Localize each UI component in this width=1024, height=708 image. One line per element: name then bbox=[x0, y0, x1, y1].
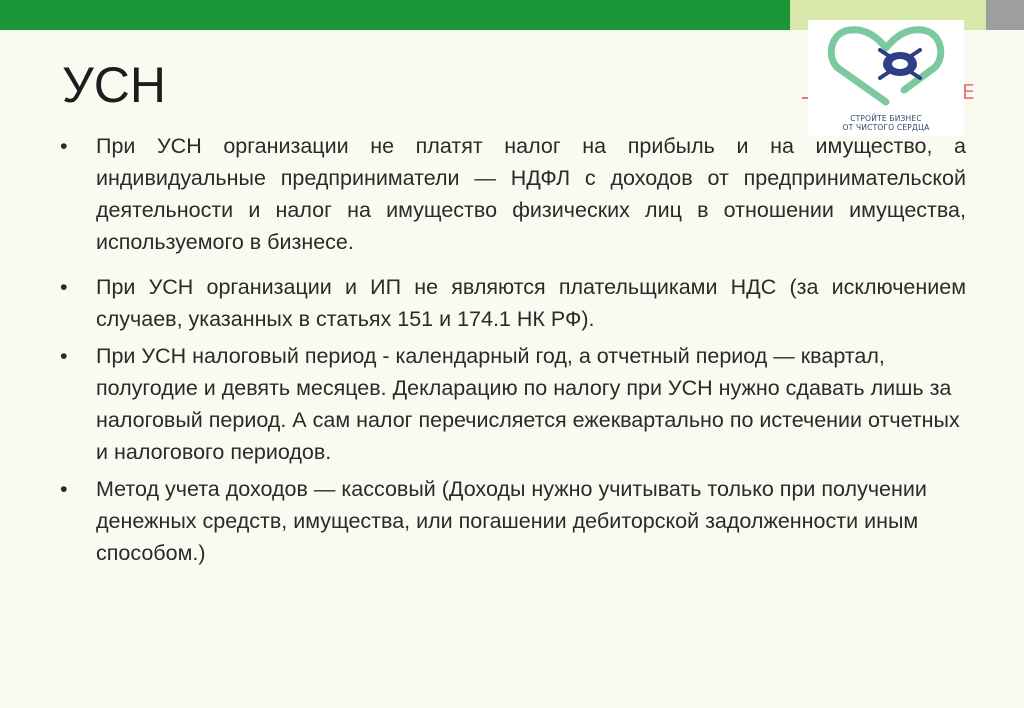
bullet-text: При УСН налоговый период - календарный год, а отчетный период — квартал, полугодие и девять месяцев. Декларацию по налогу при УСН нужно сдавать лишь за налоговый период. А сам налог перечисляется ежеквартально по истечении отчетных и налогового периодов. bbox=[96, 344, 960, 464]
top-bar-gray bbox=[986, 0, 1024, 30]
logo-tagline-line1: СТРОЙТЕ БИЗНЕС bbox=[850, 114, 922, 123]
bullet-text: Метод учета доходов — кассовый (Доходы нужно учитывать только при получении денежных средств, имущества, или погашении дебиторской задолженности иным способом.) bbox=[96, 477, 927, 565]
company-logo bbox=[808, 20, 964, 136]
logo-side-mark: E bbox=[962, 80, 975, 104]
bullet-icon: • bbox=[60, 275, 68, 299]
bullet-list bbox=[60, 130, 966, 569]
list-item bbox=[60, 340, 966, 468]
bullet-icon: • bbox=[60, 134, 68, 158]
slide-title: УСН bbox=[62, 57, 166, 113]
bullet-icon: • bbox=[60, 344, 68, 368]
bullet-text: При УСН организации не платят налог на прибыль и на имущество, а индивидуальные предприниматели — НДФЛ с доходов от предпринимательской деятельности и налог на имущество физических лиц в отношении имущества, используемого в бизнесе. bbox=[96, 134, 966, 254]
list-item bbox=[60, 271, 966, 335]
list-item bbox=[60, 473, 966, 569]
bullet-icon: • bbox=[60, 477, 68, 501]
list-item bbox=[60, 130, 966, 258]
logo-tagline-line2: ОТ ЧИСТОГО СЕРДЦА bbox=[842, 123, 930, 132]
top-bar-green bbox=[0, 0, 790, 30]
bullet-text: При УСН организации и ИП не являются плательщиками НДС (за исключением случаев, указанных в статьях 151 и 174.1 НК РФ). bbox=[96, 275, 966, 331]
